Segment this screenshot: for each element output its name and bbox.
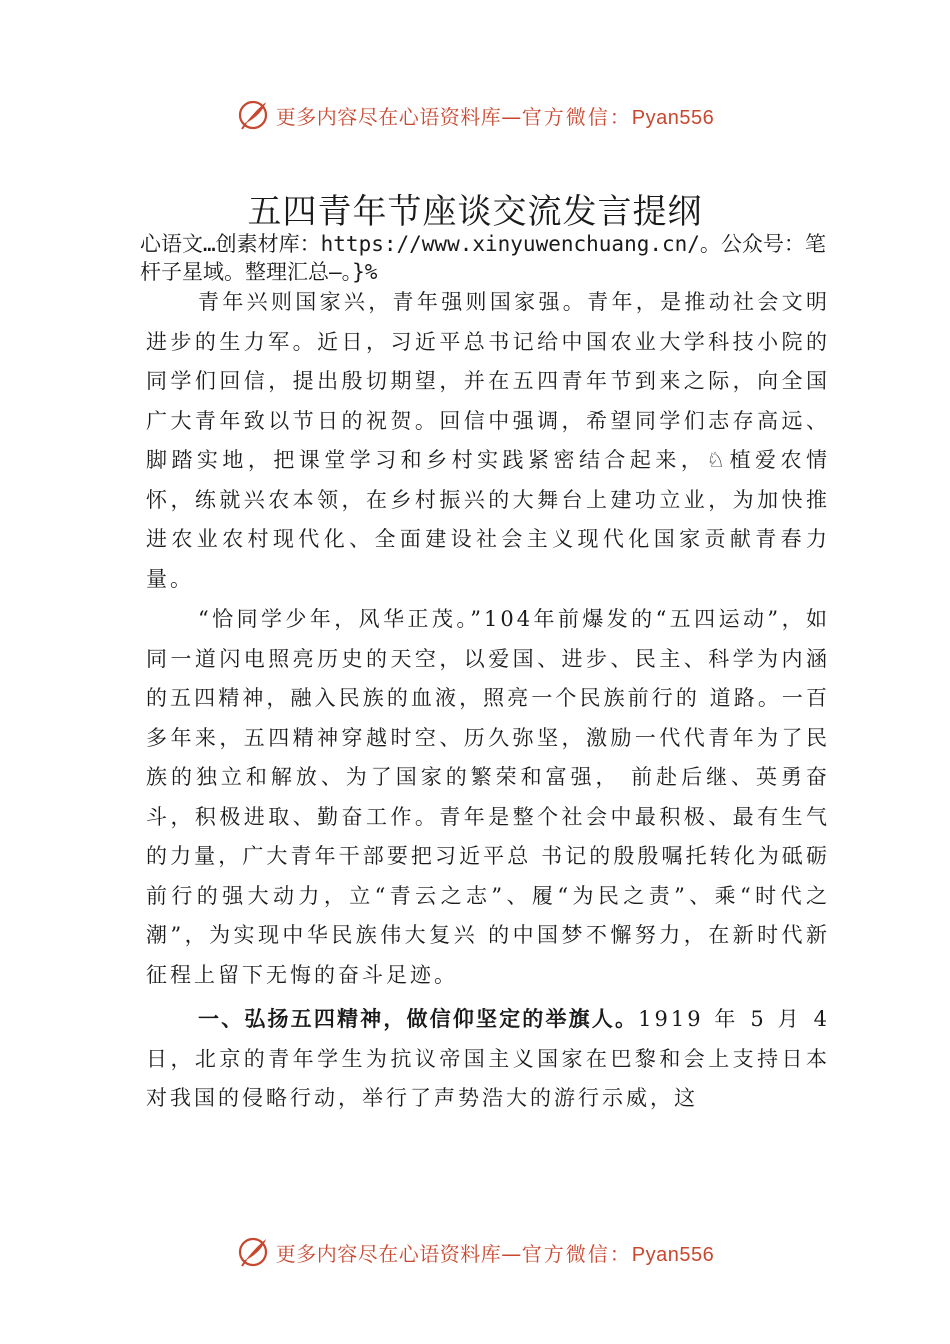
section-1-text: 1919 年 5 月 4 日，北京的青年学生为抗议帝国主义国家在巴黎和会上支持日本对我国的侵略行动，举行了声势浩大的游行示威，这 xyxy=(146,1007,830,1110)
promo-text: 更多内容尽在心语资料库—官方微信：Pyan556 xyxy=(275,1241,715,1266)
paragraph-2: “恰同学少年，风华正茂。”104年前爆发的“五四运动”，如同一道闪电照亮历史的天空，以爱国、进步、民主、科学为内涵的五四精神，融入民族的血液，照亮一个民族前行的 道路。一百多年来，五四精神穿越时空、历久弥坚，激励一代代青年为了民族的独立和解放、为了国家的繁荣和富强， 前赴后继、英勇奋斗，积极进取、勤奋工作。青年是整个社会中最积极、最有生气的力量，广大青年干部要把习近平总 书记的殷殷嘱托转化为砥砺前行的强大动力，立“青云之志”、履“为民之责”、乘“时代之潮”，为实现中华民族伟大复兴 的中国梦不懈努力，在新时代新征程上留下无悔的奋斗足迹。 xyxy=(146,607,830,987)
section-1-paragraph xyxy=(146,1000,830,1119)
quill-logo-icon xyxy=(236,1235,270,1269)
footer-banner xyxy=(0,1232,950,1272)
promo-text: 更多内容尽在心语资料库—官方微信：Pyan556 xyxy=(275,104,715,129)
document-title: 五四青年节座谈交流发言提纲 xyxy=(247,192,703,232)
header-banner xyxy=(0,95,950,135)
section-1-heading: 一、弘扬五四精神，做信仰坚定的举旗人。 xyxy=(198,1007,639,1031)
quill-logo-icon xyxy=(236,98,270,132)
source-line: 心语文…创素材库：https://www.xinyuwenchuang.cn/。公众号：笔杆子星域。整理汇总—。}% xyxy=(140,232,826,284)
paragraph-1: 青年兴则国家兴，青年强则国家强。青年，是推动社会文明进步的生力军。近日，习近平总书记给中国农业大学科技小院的同学们回信，提出殷切期望，并在五四青年节到来之际，向全国广大青年致以节日的祝贺。回信中强调，希望同学们志存高远、脚踏实地，把课堂学习和乡村实践紧密结合起来，♘植爱农情怀，练就兴农本领，在乡村振兴的大舞台上建功立业，为加快推进农业农村现代化、全面建设社会主义现代化国家贡献青春力量。 xyxy=(146,290,830,591)
